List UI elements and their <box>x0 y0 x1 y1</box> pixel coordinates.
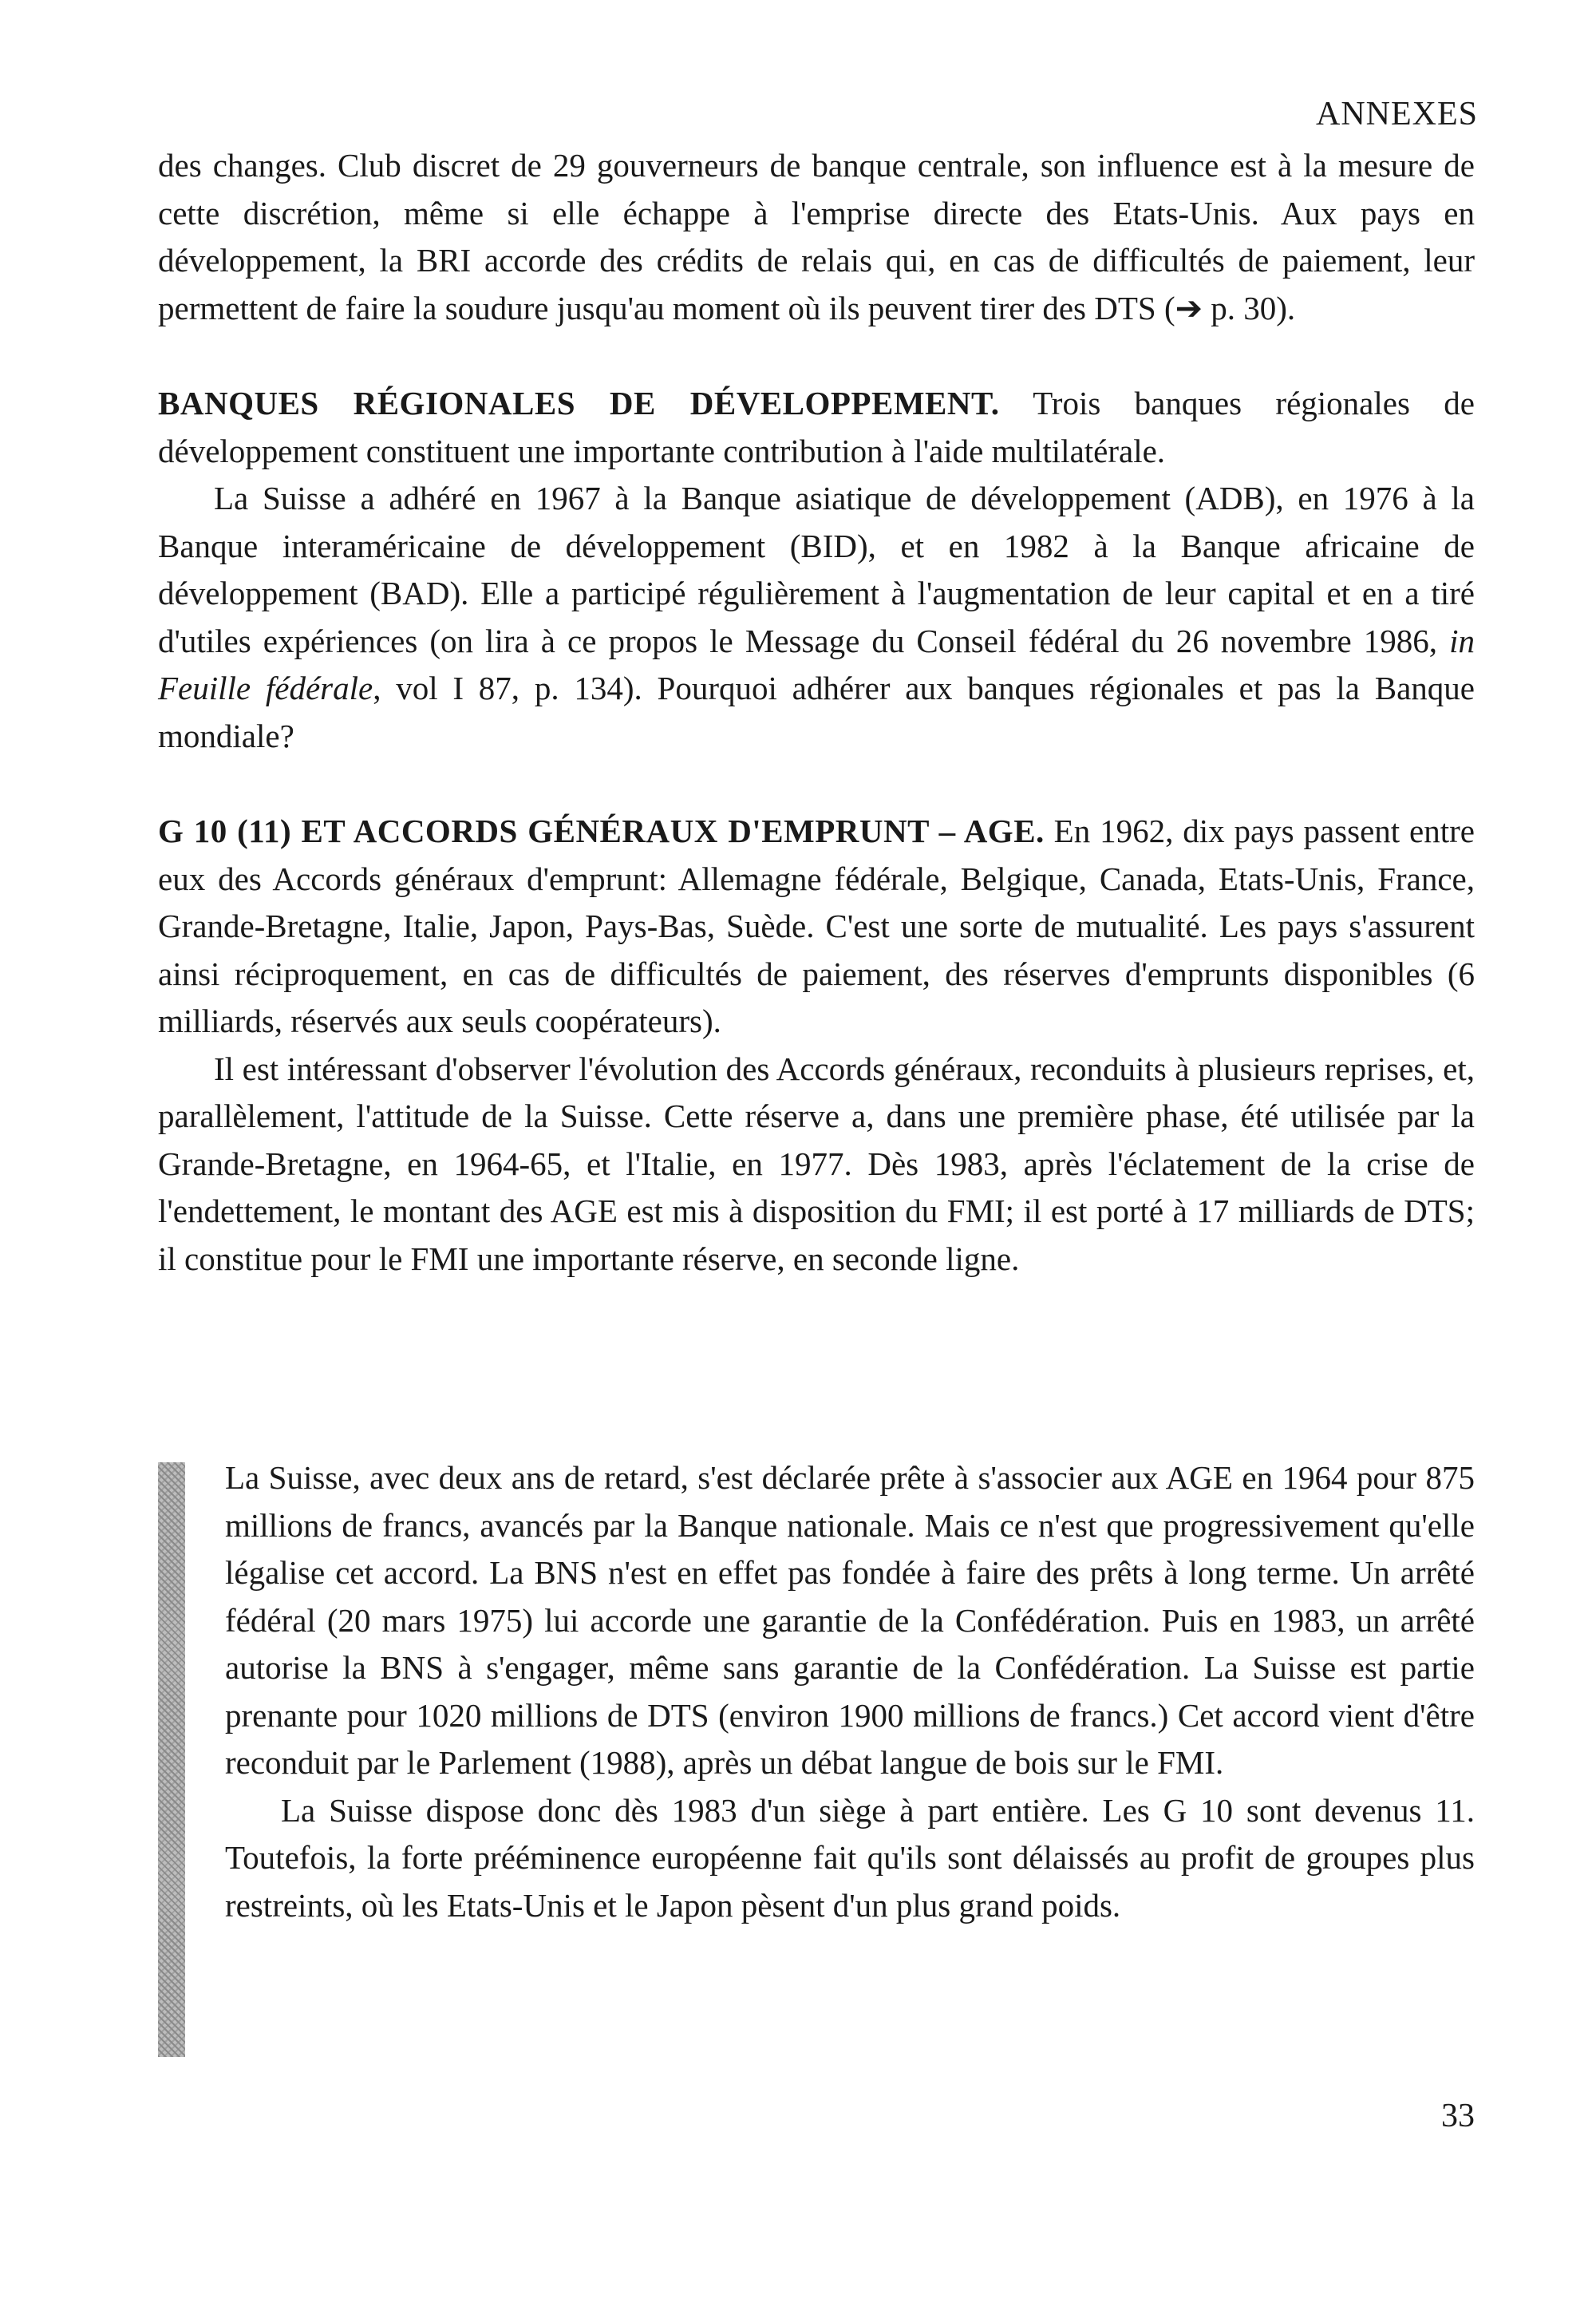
section-heading-banques-regionales: BANQUES RÉGIONALES DE DÉVELOPPEMENT. <box>158 385 1000 421</box>
text-run: , vol I 87, p. 134). Pourquoi adhérer aux banques régionales et pas la Banque mondiale? <box>158 670 1475 754</box>
sidebar-paragraph-siege: La Suisse dispose donc dès 1983 d'un siège à part entière. Les G 10 sont devenus 11. Toutefois, la forte prééminence européenne fait qu'ils sont délaissés au profit de groupes plus restreints, où les Etats-Unis et le Japon pèsent d'un plus grand poids. <box>225 1791 1475 1924</box>
sidebar-paragraph-age: La Suisse, avec deux ans de retard, s'est déclarée prête à s'associer aux AGE en 1964 pour 875 millions de francs, avancés par la Banque nationale. Mais ce n'est que progressivement qu'elle légalise cet accord. La BNS n'est en effet pas fondée à faire des prêts à long terme. Un arrêté fédéral (20 mars 1975) lui accorde une garantie de la Confédération. Puis en 1983, un arrêté autorise la BNS à s'engager, même sans garantie de la Confédération. La Suisse est partie prenante pour 1020 millions de DTS (environ 1900 millions de francs.) Cet accord vient d'être reconduit par le Parlement (1988), après un débat langue de bois sur le FMI. <box>225 1459 1475 1781</box>
sidebar-note <box>158 1454 1475 1929</box>
paragraph-g10 <box>158 808 1475 1046</box>
paragraph-bri-continuation: des changes. Club discret de 29 gouverneurs de banque centrale, son influence est à la mesure de cette discrétion, même si elle échappe à l'emprise directe des Etats-Unis. Aux pays en développement, la BRI accorde des crédits de relais qui, en cas de difficultés de paiement, leur permettent de faire la soudure jusqu'au moment où ils peuvent tirer des DTS (➔ p. 30). <box>158 147 1475 326</box>
sidebar-shaded-bar <box>158 1462 185 2057</box>
italic-citation: in Feuille fédérale <box>158 622 1475 706</box>
paragraph-suisse-banques <box>158 475 1475 760</box>
paragraph-banques-regionales <box>158 380 1475 475</box>
section-intro-banques-regionales: Trois banques régionales de développement constituent une importante contribution à l'aide multilatérale. <box>158 385 1475 469</box>
paragraph-g10-evolution: Il est intéressant d'observer l'évolution des Accords généraux, reconduits à plusieurs reprises, et, parallèlement, l'attitude de la Suisse. Cette réserve a, dans une première phase, été utilisée par la Grande-Bretagne, en 1964-65, et l'Italie, en 1977. Dès 1983, après l'éclatement de la crise de l'endettement, le montant des AGE est mis à disposition du FMI; il est porté à 17 milliards de DTS; il constitue pour le FMI une importante réserve, en seconde ligne. <box>158 1050 1475 1277</box>
main-text <box>158 142 1475 1283</box>
page-number: 33 <box>1441 2098 1475 2134</box>
section-heading-g10: G 10 (11) ET ACCORDS GÉNÉRAUX D'EMPRUNT – AGE. <box>158 813 1045 849</box>
sidebar-note-text <box>225 1454 1475 1929</box>
section-intro-g10: En 1962, dix pays passent entre eux des Accords généraux d'emprunt: Allemagne fédérale, Belgique, Canada, Etats-Unis, France, Grande-Bretagne, Italie, Japon, Pays-Bas, Suède. C'est une sorte de mutualité. Les pays s'assurent ainsi réciproquement, en cas de difficultés de paiement, des réserves d'emprunts disponibles (6 milliards, réservés aux seuls coopérateurs). <box>158 813 1475 1039</box>
text-run: La Suisse a adhéré en 1967 à la Banque asiatique de développement (ADB), en 1976 à la Banque interaméricaine de développement (BID), et en 1982 à la Banque africaine de développement (BAD). Elle a participé régulièrement à l'augmentation de leur capital et en a tiré d'utiles expériences (on lira à ce propos le Message du Conseil fédéral du 26 novembre 1986, <box>158 480 1475 659</box>
running-head: ANNEXES <box>1316 96 1478 133</box>
